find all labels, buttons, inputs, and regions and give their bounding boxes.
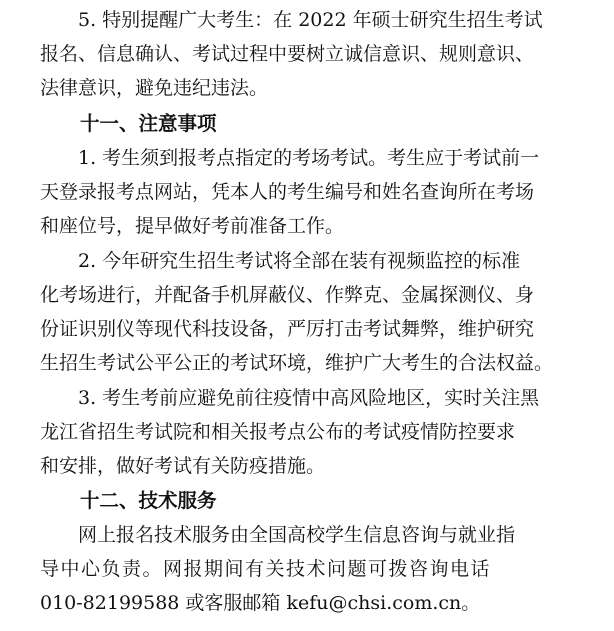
tech-line-2: 导中心负责。网报期间有关技术问题可拨咨询电话 xyxy=(40,558,492,580)
item5-line-3: 法律意识，避免违纪违法。 xyxy=(40,77,269,99)
section-heading-tech-service: 十二、技术服务 xyxy=(80,489,217,512)
note3-line-3: 和安排，做好考试有关防疫措施。 xyxy=(40,455,326,477)
note2-line-1: 2. 今年研究生招生考试将全部在装有视频监控的标准 xyxy=(78,250,521,272)
note3-line-2: 龙江省招生考试院和相关报考点公布的考试疫情防控要求 xyxy=(40,421,516,443)
note2-line-2: 化考场进行，并配备手机屏蔽仪、作弊克、金属探测仪、身 xyxy=(40,284,535,306)
tech-line-3: 010-82199588 或客服邮箱 kefu@chsi.com.cn。 xyxy=(40,592,481,614)
note3-line-1: 3. 考生考前应避免前往疫情中高风险地区，实时关注黑 xyxy=(78,387,540,409)
note2-line-4: 生招生考试公平公正的考试环境，维护广大考生的合法权益。 xyxy=(40,352,554,374)
section-heading-notes: 十一、注意事项 xyxy=(80,112,217,135)
note2-line-3: 份证识别仪等现代科技设备，严厉打击考试舞弊，维护研究 xyxy=(40,318,535,340)
note1-line-1: 1. 考生须到报考点指定的考场考试。考生应于考试前一 xyxy=(78,147,540,169)
note1-line-3: 和座位号，提早做好考前准备工作。 xyxy=(40,215,345,237)
item5-line-1: 5. 特别提醒广大考生：在 2022 年硕士研究生招生考试 xyxy=(78,9,543,31)
note1-line-2: 天登录报考点网站，凭本人的考生编号和姓名查询所在考场 xyxy=(40,181,535,203)
item5-line-2: 报名、信息确认、考试过程中要树立诚信意识、规则意识、 xyxy=(40,43,535,65)
tech-line-1: 网上报名技术服务由全国高校学生信息咨询与就业指 xyxy=(78,524,516,546)
